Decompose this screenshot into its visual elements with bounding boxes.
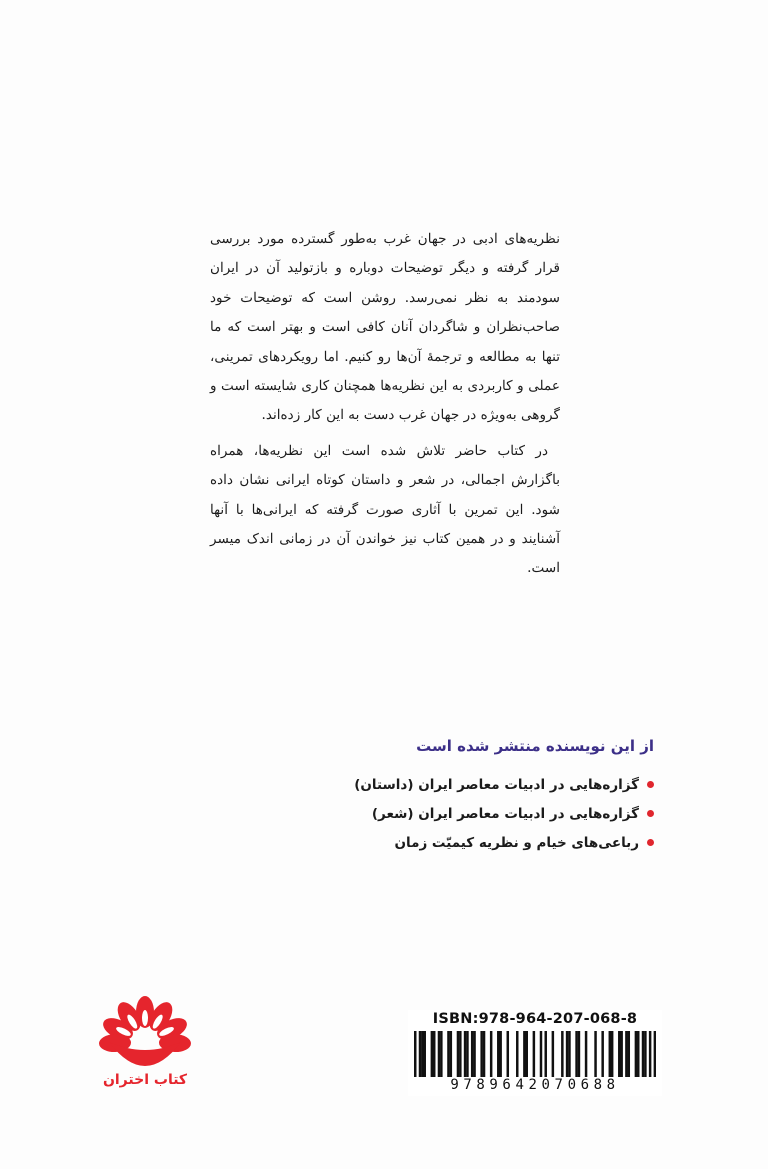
barcode-bar bbox=[637, 1031, 639, 1077]
barcode-bar bbox=[618, 1031, 620, 1077]
barcode-bar bbox=[499, 1031, 501, 1077]
barcode-bar bbox=[419, 1031, 421, 1077]
barcode-bar bbox=[466, 1031, 468, 1077]
barcode-bar bbox=[459, 1031, 461, 1077]
barcode-bar bbox=[566, 1031, 568, 1077]
barcode-bar bbox=[578, 1031, 580, 1077]
blurb-paragraph-2: در کتاب حاضر تلاش شده است این نظریه‌ها، همراه باگزارش اجمالی، در شعر و داستان کوتاه ایرانی نشان داده شود. این تمرین با آثاری صورت گرفته که ایرانی‌ها با آنها آشنایند و در همین کتاب نیز خواندن آن در زمانی اندک میسر است. bbox=[210, 442, 560, 577]
barcode-bar bbox=[433, 1031, 435, 1077]
barcode-digits: 9789642070688 bbox=[450, 1077, 620, 1093]
barcode-bar bbox=[414, 1031, 416, 1077]
book-title: گزاره‌هایی در ادبیات معاصر ایران (شعر) bbox=[371, 805, 639, 822]
barcode-bar bbox=[654, 1031, 656, 1077]
isbn-block bbox=[408, 1010, 662, 1096]
list-item bbox=[300, 770, 654, 799]
barcode-bar bbox=[473, 1031, 475, 1077]
barcode-bar bbox=[523, 1031, 525, 1077]
barcode bbox=[414, 1031, 656, 1077]
barcode-bar bbox=[644, 1031, 646, 1077]
book-title: رباعی‌های خیام و نظریه کیمیّت زمان bbox=[394, 834, 639, 851]
barcode-bar bbox=[480, 1031, 482, 1077]
barcode-bar bbox=[611, 1031, 613, 1077]
barcode-bar bbox=[471, 1031, 473, 1077]
barcode-bar bbox=[438, 1031, 440, 1077]
barcode-bar bbox=[457, 1031, 459, 1077]
barcode-bar bbox=[423, 1031, 425, 1077]
barcode-bar bbox=[533, 1031, 535, 1077]
list-item bbox=[300, 828, 654, 857]
barcode-bar bbox=[540, 1031, 542, 1077]
barcode-bar bbox=[594, 1031, 596, 1077]
book-title: گزاره‌هایی در ادبیات معاصر ایران (داستان) bbox=[354, 776, 639, 793]
barcode-bar bbox=[561, 1031, 563, 1077]
barcode-bar bbox=[609, 1031, 611, 1077]
barcode-bar bbox=[625, 1031, 627, 1077]
barcode-bar bbox=[552, 1031, 554, 1077]
isbn-label: ISBN:978-964-207-068-8 bbox=[432, 1011, 638, 1027]
publisher-name: کتاب اختران bbox=[102, 1072, 188, 1088]
bullet-icon bbox=[647, 810, 654, 817]
blurb-text bbox=[210, 225, 560, 584]
barcode-bar bbox=[507, 1031, 509, 1077]
bullet-icon bbox=[647, 839, 654, 846]
barcode-bar bbox=[450, 1031, 452, 1077]
bullet-icon bbox=[647, 781, 654, 788]
barcode-bar bbox=[620, 1031, 622, 1077]
barcode-bar bbox=[628, 1031, 630, 1077]
barcode-bar bbox=[497, 1031, 499, 1077]
other-books-list bbox=[300, 770, 654, 857]
barcode-bar bbox=[447, 1031, 449, 1077]
barcode-bar bbox=[464, 1031, 466, 1077]
barcode-bar bbox=[526, 1031, 528, 1077]
barcode-bar bbox=[483, 1031, 485, 1077]
barcode-bar bbox=[490, 1031, 492, 1077]
barcode-bar bbox=[642, 1031, 644, 1077]
other-books-title: از این نویسنده منتشر شده است bbox=[416, 737, 654, 755]
barcode-bar bbox=[601, 1031, 603, 1077]
barcode-bar bbox=[568, 1031, 570, 1077]
barcode-bar bbox=[575, 1031, 577, 1077]
list-item bbox=[300, 799, 654, 828]
barcode-bar bbox=[421, 1031, 423, 1077]
barcode-bar bbox=[585, 1031, 587, 1077]
barcode-bar bbox=[544, 1031, 546, 1077]
barcode-bar bbox=[635, 1031, 637, 1077]
barcode-bar bbox=[649, 1031, 651, 1077]
blurb-paragraph-1: نظریه‌های ادبی در جهان غرب به‌طور گسترده مورد بررسی قرار گرفته و دیگر توضیحات دوباره و بازتولید آن در ایران سودمند به نظر نمی‌رسد. روشن است که توضیحات خود صاحب‌نظران و شاگردان آنان کافی است و بهتر است که ما تنها به مطالعه و ترجمهٔ آن‌ها رو کنیم. اما رویکردهای تمرینی، عملی و کاربردی به این نظریه‌ها همچنان کاری شایسته است و گروهی به‌ویژه در جهان غرب دست به این کار زده‌اند. bbox=[210, 231, 560, 424]
barcode-bar bbox=[431, 1031, 433, 1077]
barcode-bar bbox=[440, 1031, 442, 1077]
barcode-bar bbox=[516, 1031, 518, 1077]
